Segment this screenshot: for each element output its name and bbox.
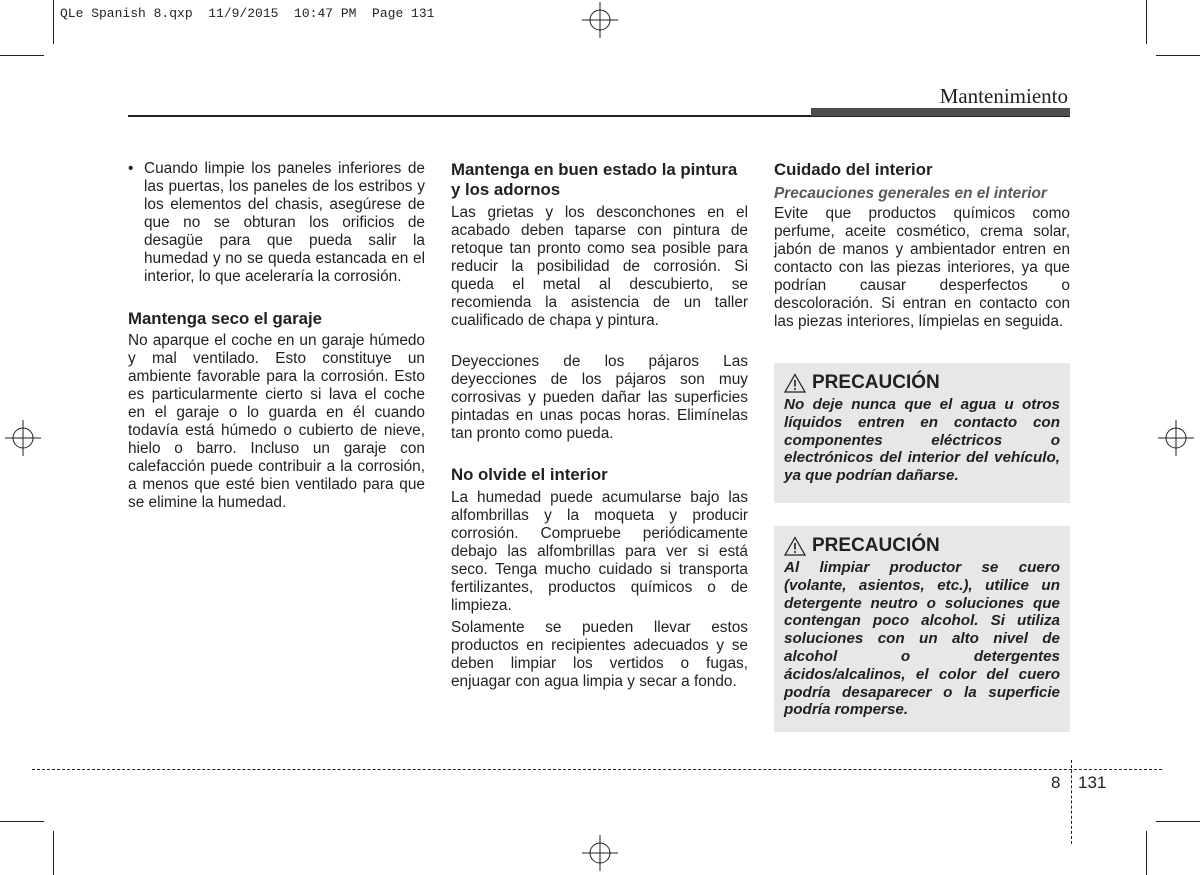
crop-mark [1156,55,1200,56]
warning-triangle-icon [784,373,806,393]
heading-paint: Mantenga en buen estado la pintura y los adornos [451,160,738,199]
registration-mark-icon [5,420,41,456]
section-title: Mantenimiento [939,84,1068,108]
paragraph-garage: No aparque el coche en un garaje húmedo y mal ventilado. Esto constituye un ambiente favorable para la corrosión. Esto es particularmente cierto si lava el coche en el garaje o lo guarda en él cuando todavía está húmedo o cubierto de nieve, hielo o barro. Incluso un garaje con calefacción puede contribuir a la corrosión, a menos que esté bien ventilado para que se elimine la humedad. [128,331,425,511]
caution-box [774,526,1070,732]
crop-mark [0,821,44,822]
footer-divider [1071,760,1072,844]
heading-garage: Mantenga seco el garaje [128,309,322,328]
caution-title: PRECAUCIÓN [812,535,940,556]
chapter-number: 8 [1051,773,1061,792]
column-1 [128,160,425,512]
header-rule-accent [811,108,1070,116]
warning-triangle-icon [784,536,806,556]
footer-rule [32,769,1162,770]
print-slug: QLe Spanish 8.qxp 11/9/2015 10:47 PM Page 131 [60,6,435,21]
caution-header [784,535,1060,557]
caution-box [774,363,1070,503]
crop-mark [53,0,54,44]
bullet-text: Cuando limpie los paneles inferiores de las puertas, los paneles de los estribos y los elementos del chasis, asegúrese de que no se obturan los orificios de desagüe para que pueda salir la humedad y no se queda estancada en el interior, lo que aceleraría la corrosión. [144,160,425,285]
paragraph-products: Solamente se pueden llevar estos productos en recipientes adecuados y se deben limpiar los vertidos o fugas, enjuagar con agua limpia y secar a fondo. [451,618,748,690]
heading-interior-care: Cuidado del interior [774,160,933,179]
caution-text: Al limpiar productor se cuero (volante, asientos, etc.), utilice un detergente neutro o soluciones que contengan poco alcohol. Si utiliza soluciones con un alto nivel de alcohol o detergentes ácidos/alcalinos, el color del cuero podría desaparecer o la superficie podría romperse. [784,559,1060,719]
crop-mark [0,55,44,56]
subheading-precautions: Precauciones generales en el interior [774,184,1047,202]
caution-header [784,372,1060,394]
paragraph-paint: Las grietas y los desconchones en el acabado deben taparse con pintura de retoque tan pronto como sea posible para reducir la posibilidad de corrosión. Si queda el metal al descubierto, se recomienda la asistencia de un taller cualificado de chapa y pintura. [451,204,748,329]
crop-mark [1146,0,1147,44]
paragraph-humidity: La humedad puede acumularse bajo las alfombrillas y la moqueta y producir corrosión. Compruebe periódicamente debajo las alfombrillas para ver si está seco. Tenga mucho cuidado si transporta fertilizantes, productos químicos o de limpieza. [451,488,748,614]
bullet-item [128,160,425,286]
caution-text: No deje nunca que el agua u otros líquidos entren en contacto con componentes eléctricos o electrónicos del interior del vehículo, ya que podrían dañarse. [784,396,1060,485]
crop-mark [1156,821,1200,822]
crop-mark [53,831,54,875]
bullet-dot-icon: • [128,160,134,177]
registration-mark-icon [1158,420,1194,456]
paragraph-birds: Deyecciones de los pájaros Las deyecciones de los pájaros son muy corrosivas y pueden dañar las superficies pintadas en unas pocas horas. Elimínelas tan pronto como pueda. [451,353,748,442]
column-2 [451,160,748,691]
crop-mark [1146,831,1147,875]
registration-mark-icon [582,835,618,871]
heading-interior-check: No olvide el interior [451,465,608,484]
caution-title: PRECAUCIÓN [812,372,940,393]
column-3 [774,160,1070,331]
page-number: 131 [1078,773,1107,792]
registration-mark-icon [582,2,618,38]
paragraph-interior-care: Evite que productos químicos como perfume, aceite cosmético, crema solar, jabón de manos y ambientador entren en contacto con las piezas interiores, ya que podrían causar desperfectos o descoloración. Si entran en contacto con las piezas interiores, límpielas en seguida. [774,204,1070,330]
